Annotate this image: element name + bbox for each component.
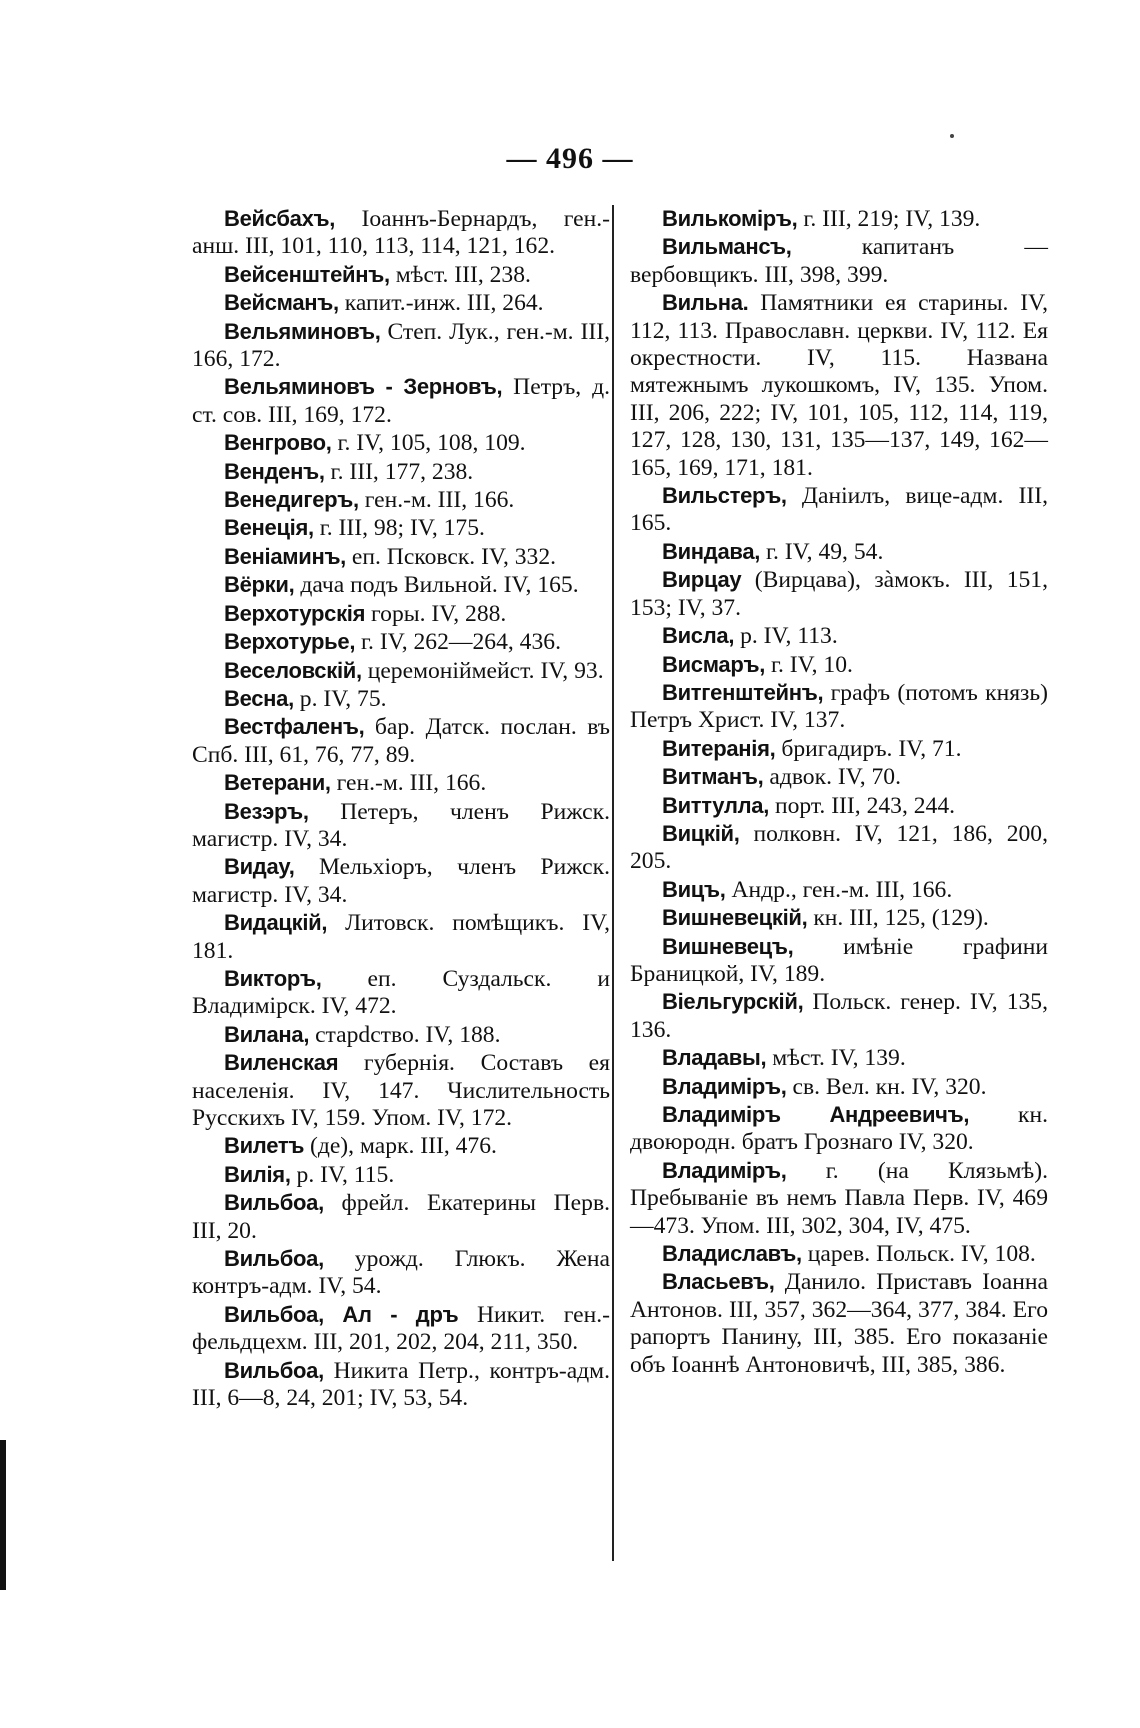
entry-references: г. III, 219; IV, 139.: [797, 206, 981, 232]
entry-references: капитанъ — вербовщикъ. III, 398, 399.: [630, 234, 1048, 288]
index-entry: [192, 571, 610, 599]
entry-references: (Вирцава), зàмокъ. III, 151, 153; IV, 37.: [630, 567, 1048, 621]
entry-headword: Виндава,: [662, 538, 761, 564]
entry-headword: Вильстеръ,: [662, 483, 787, 509]
entry-references: г. IV, 49, 54.: [760, 538, 884, 565]
index-entry: [192, 458, 610, 486]
entry-references: дача подъ Вильной. IV, 165.: [294, 572, 579, 599]
entry-references: ген.-м. III, 166.: [330, 770, 487, 797]
index-entry: [192, 373, 610, 429]
entry-headword: Витеранія,: [662, 735, 776, 761]
index-entry: [630, 1044, 1048, 1072]
index-entry: [192, 685, 610, 713]
entry-references: г. IV, 105, 108, 109.: [331, 430, 526, 457]
entry-references: церемоніймейст. IV, 93.: [361, 657, 604, 684]
index-entry: [630, 933, 1048, 989]
entry-headword: Вельяминовъ,: [224, 318, 381, 344]
entry-headword: Владиміръ,: [662, 1157, 787, 1183]
entry-headword: Венгрово,: [224, 430, 332, 456]
entry-headword: Венденъ,: [224, 458, 325, 484]
column-divider: [612, 205, 614, 1561]
index-entry: [192, 600, 610, 628]
entry-references: Польск. генер. IV, 135, 136.: [630, 989, 1048, 1043]
entry-headword: Вилія,: [224, 1161, 291, 1187]
entry-headword: Вильмансъ,: [662, 234, 792, 260]
entry-headword: Вилана,: [224, 1021, 310, 1047]
index-entry: [630, 988, 1048, 1044]
index-entry: [192, 657, 610, 685]
entry-headword: Вейсманъ,: [224, 290, 339, 316]
entry-headword: Верхотурье,: [224, 629, 356, 655]
index-entry: [630, 622, 1048, 650]
index-entry: [630, 792, 1048, 820]
entry-headword: Вёрки,: [224, 572, 295, 598]
index-entry: [192, 965, 610, 1021]
entry-headword: Веніаминъ,: [224, 543, 346, 569]
entry-headword: Вицкій,: [662, 820, 740, 846]
entry-headword: Викторъ,: [224, 965, 322, 991]
entry-headword: Витгенштейнъ,: [662, 679, 824, 705]
index-entry: [192, 1189, 610, 1245]
index-entry: [630, 876, 1048, 904]
entry-headword: Владиміръ Андреевичъ,: [662, 1102, 970, 1127]
entry-headword: Вишневецкій,: [662, 905, 808, 931]
index-entry: [192, 1161, 610, 1189]
index-entry: [630, 233, 1048, 289]
entry-references: губернія. Составъ ея населенія. IV, 147. Числительность Русскихъ IV, 159. Упом. IV, 172.: [192, 1050, 610, 1131]
entry-headword: Венеція,: [224, 515, 314, 541]
entry-references: имѣніе графини Браницкой, IV, 189.: [630, 933, 1048, 987]
index-entry: [192, 318, 610, 374]
entry-references: р. IV, 113.: [734, 623, 838, 650]
entry-headword: Видау,: [224, 854, 295, 880]
index-entry: [630, 1268, 1048, 1379]
index-column-left: [192, 205, 610, 1412]
entry-headword: Віельгурскій,: [662, 989, 804, 1015]
entry-headword: Владиславъ,: [662, 1241, 802, 1267]
entry-references: г. IV, 10.: [765, 651, 853, 678]
index-entry: [630, 566, 1048, 622]
entry-references: царев. Польск. IV, 108.: [801, 1241, 1036, 1268]
entry-references: Андр., ген.-м. III, 166.: [725, 876, 953, 903]
entry-references: р. IV, 75.: [293, 685, 387, 712]
entry-references: Литовск. помѣщикъ. IV, 181.: [192, 910, 610, 964]
entry-references: старdство. IV, 188.: [309, 1021, 501, 1048]
entry-references: г. (на Клязьмѣ). Пребываніе въ немъ Павла Перв. IV, 469—473. Упом. III, 302, 304, IV, 475.: [630, 1157, 1048, 1239]
index-entry: [192, 628, 610, 656]
index-entry: [630, 1240, 1048, 1268]
entry-references: Данило. Приставъ Іоанна Антонов. III, 357, 362—364, 377, 384. Его рапортъ Панину, III, 385. Его показаніе объ Іоаннѣ Антоновичѣ, III, 385, 386.: [630, 1269, 1048, 1378]
entry-headword: Виленская: [224, 1050, 339, 1076]
index-entry: [630, 904, 1048, 932]
scan-margin-mark: [0, 1440, 6, 1590]
index-entry: [630, 538, 1048, 566]
index-entry: [630, 820, 1048, 876]
entry-references: графъ (потомъ князь) Петръ Христ. IV, 137.: [630, 679, 1048, 734]
entry-headword: Висла,: [662, 623, 735, 649]
entry-references: урожд. Глюкъ. Жена контръ-адм. IV, 54.: [192, 1246, 610, 1300]
entry-headword: Верхотурскія: [224, 600, 366, 626]
entry-headword: Видацкій,: [224, 910, 328, 936]
entry-references: порт. III, 243, 244.: [769, 792, 956, 819]
entry-headword: Вилькоміръ,: [662, 206, 798, 231]
index-entry: [192, 713, 610, 769]
entry-headword: Витманъ,: [662, 764, 764, 790]
entry-references: адвок. IV, 70.: [763, 764, 902, 791]
entry-references: фрейл. Екатерины Перв. III, 20.: [192, 1190, 610, 1244]
index-entry: [192, 1357, 610, 1413]
index-entry: [192, 429, 610, 457]
entry-headword: Власьевъ,: [662, 1269, 775, 1295]
entry-headword: Вейсбахъ,: [224, 206, 336, 231]
index-entry: [192, 543, 610, 571]
entry-headword: Вильна.: [662, 290, 749, 316]
entry-references: Памятники ея старины. IV, 112, 113. Православн. церкви. IV, 112. Ея окрестности. IV, 115. Названа мятежнымъ лукошкомъ, IV, 135. Упом. III, 206, 222; IV, 101, 105, 112, 114, 119, 127, 128, 130, 131, 135—137, 149, 162—165, 169, 171, 181.: [630, 290, 1048, 481]
index-entry: [192, 1245, 610, 1301]
entry-references: Петеръ, членъ Рижск. магистр. IV, 34.: [192, 798, 610, 852]
entry-references: мѣст. III, 238.: [389, 261, 531, 288]
index-entry: [630, 679, 1048, 735]
entry-references: еп. Суздальск. и Владимірск. IV, 472.: [192, 965, 610, 1020]
entry-references: (де), марк. III, 476.: [304, 1133, 497, 1160]
index-entry: [192, 769, 610, 797]
entry-headword: Вишневецъ,: [662, 933, 794, 959]
entry-headword: Веселовскій,: [224, 657, 362, 683]
index-entry: [192, 486, 610, 514]
index-entry: [630, 763, 1048, 791]
index-entry: [630, 1073, 1048, 1101]
index-entry: [192, 909, 610, 965]
entry-references: г. III, 177, 238.: [324, 458, 474, 485]
scan-speck: [950, 134, 954, 138]
entry-headword: Вильбоа,: [224, 1357, 324, 1383]
entry-headword: Весна,: [224, 685, 294, 711]
entry-references: Никит. ген.-фельдцехм. III, 201, 202, 204, 211, 350.: [192, 1301, 610, 1356]
entry-references: Петръ, д. ст. сов. III, 169, 172.: [192, 374, 610, 428]
index-entry: [192, 1301, 610, 1357]
entry-references: полковн. IV, 121, 186, 200, 205.: [630, 820, 1048, 875]
entry-references: ген.-м. III, 166.: [358, 487, 515, 514]
index-entry: [192, 798, 610, 854]
entry-references: мѣст. IV, 139.: [766, 1045, 906, 1072]
entry-headword: Виттулла,: [662, 792, 770, 818]
entry-references: р. IV, 115.: [290, 1161, 395, 1188]
entry-references: св. Вел. кн. IV, 320.: [786, 1073, 987, 1100]
index-entry: [192, 261, 610, 289]
entry-headword: Вейсенштейнъ,: [224, 261, 390, 287]
entry-headword: Венедигеръ,: [224, 487, 359, 513]
index-entry: [630, 651, 1048, 679]
entry-references: кн. III, 125, (129).: [807, 905, 989, 932]
entry-references: бригадиръ. IV, 71.: [775, 735, 962, 762]
index-entry: [630, 735, 1048, 763]
index-entry: [630, 482, 1048, 538]
index-entry: [630, 1157, 1048, 1240]
entry-headword: Владиміръ,: [662, 1073, 787, 1099]
entry-references: Степ. Лук., ген.-м. III, 166, 172.: [192, 318, 610, 373]
entry-headword: Везэръ,: [224, 798, 309, 824]
index-entry: [192, 1132, 610, 1160]
index-entry: [192, 205, 610, 261]
entry-headword: Вицъ,: [662, 876, 726, 902]
entry-references: бар. Датск. послан. въ Спб. III, 61, 76, 77, 89.: [192, 714, 610, 768]
entry-headword: Вилетъ: [224, 1133, 305, 1159]
entry-headword: Владавы,: [662, 1045, 767, 1071]
index-entry: [192, 853, 610, 909]
entry-references: кн. двоюродн. братъ Грознаго IV, 320.: [630, 1102, 1048, 1156]
entry-references: Мельхіоръ, членъ Рижск. магистр. IV, 34.: [192, 854, 610, 908]
index-entry: [630, 1101, 1048, 1157]
page-number: — 496 —: [506, 142, 634, 175]
index-entry: [192, 1049, 610, 1132]
entry-references: капит.-инж. III, 264.: [338, 290, 544, 317]
index-entry: [192, 1021, 610, 1049]
index-entry: [192, 289, 610, 317]
entry-references: г. IV, 262—264, 436.: [355, 629, 561, 656]
entry-headword: Вильбоа, Ал - дръ: [224, 1301, 459, 1327]
entry-references: г. III, 98; IV, 175.: [313, 515, 485, 542]
index-entry: [192, 514, 610, 542]
entry-references: горы. IV, 288.: [365, 600, 507, 627]
entry-headword: Ветерани,: [224, 770, 331, 796]
entry-headword: Вирцау: [662, 567, 742, 593]
entry-headword: Вильбоа,: [224, 1246, 324, 1272]
entry-references: Даніилъ, вице-адм. III, 165.: [630, 483, 1048, 537]
entry-headword: Вестфаленъ,: [224, 714, 365, 740]
entry-references: Іоаннъ-Бернардъ, ген.-анш. III, 101, 110, 113, 114, 121, 162.: [192, 206, 610, 260]
entry-headword: Вельяминовъ - Зерновъ,: [224, 374, 503, 400]
index-column-right: [630, 205, 1048, 1379]
index-entry: [630, 289, 1048, 482]
entry-references: еп. Псковск. IV, 332.: [346, 543, 557, 570]
entry-headword: Висмаръ,: [662, 651, 766, 677]
entry-references: Никита Петр., контръ-адм. III, 6—8, 24, 201; IV, 53, 54.: [192, 1357, 610, 1412]
entry-headword: Вильбоа,: [224, 1190, 324, 1216]
index-entry: [630, 205, 1048, 233]
